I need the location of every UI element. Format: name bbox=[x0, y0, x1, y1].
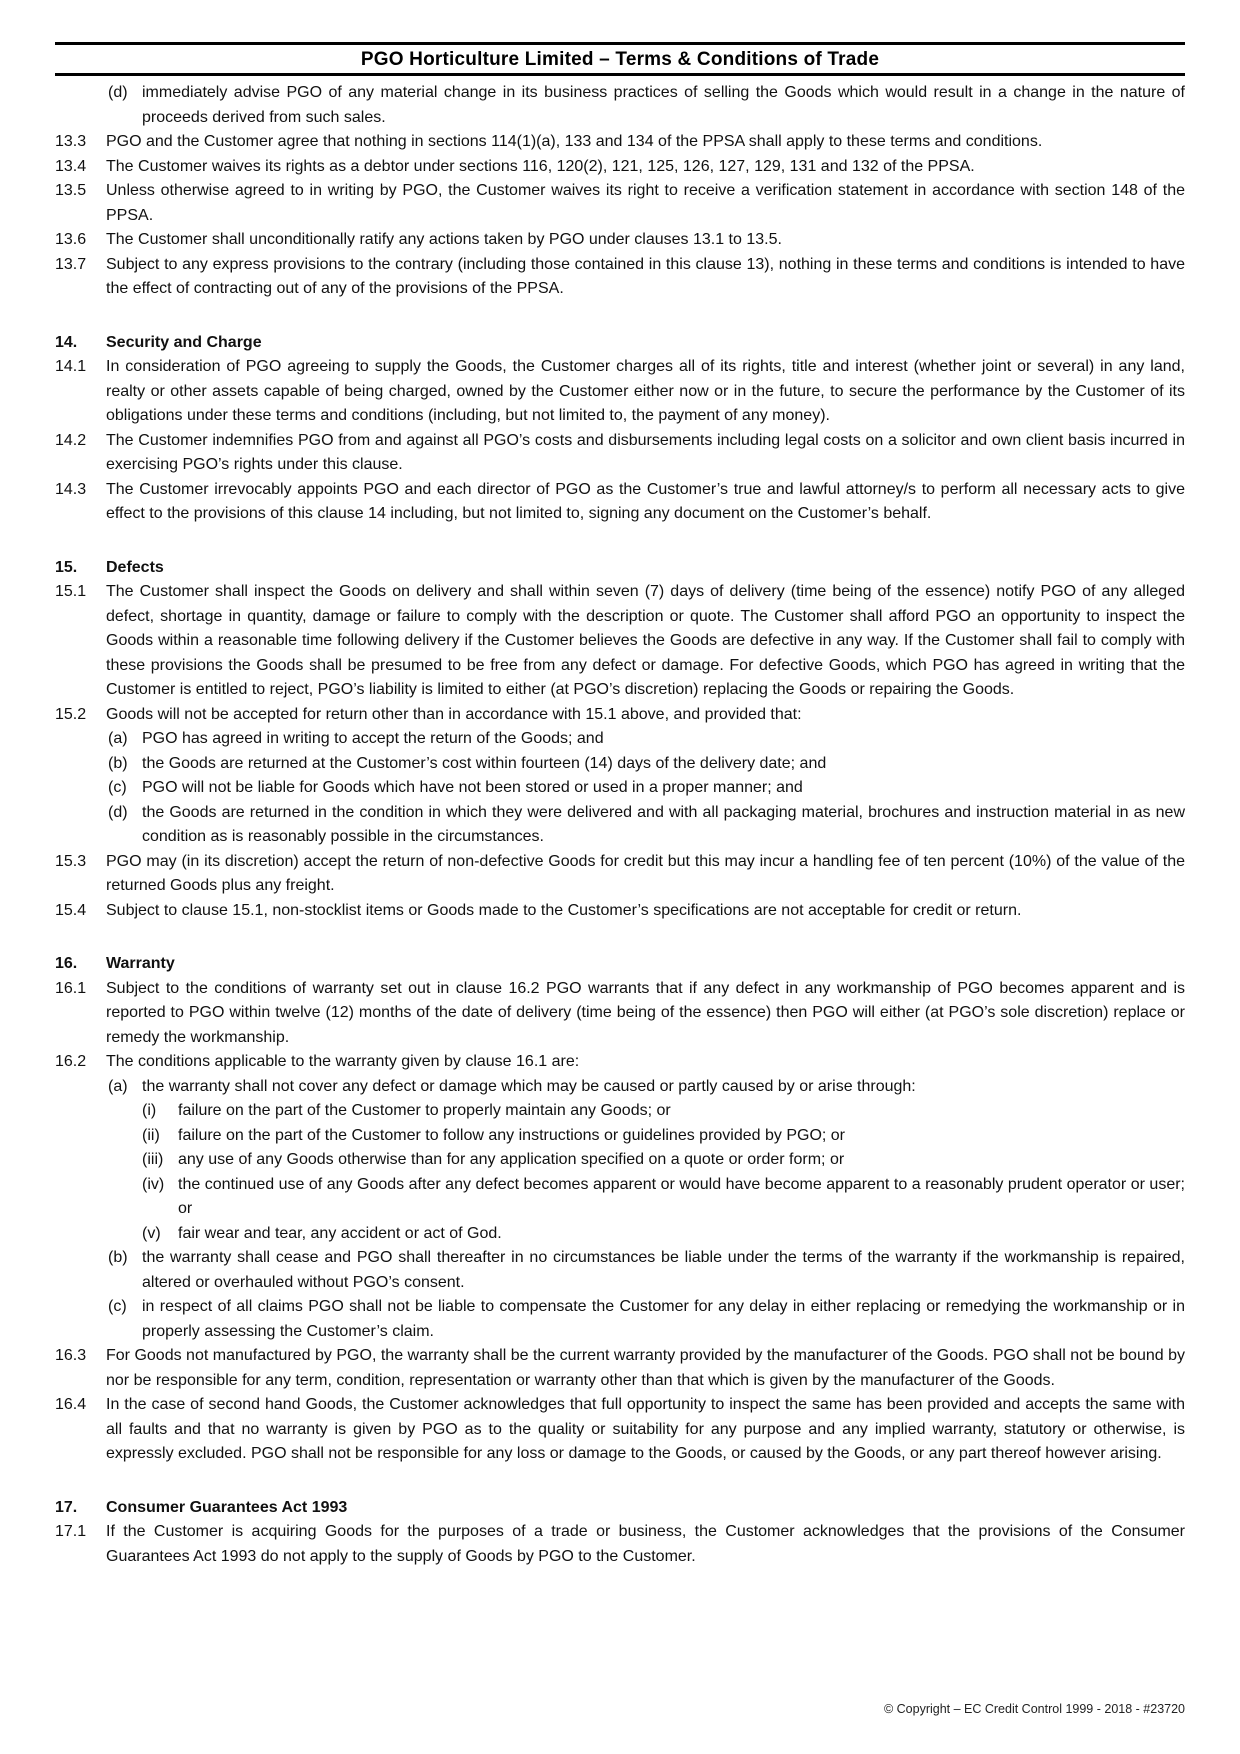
block-16.4-31 bbox=[55, 1393, 1185, 1467]
block-(iii)-25 bbox=[142, 1148, 1185, 1173]
item-marker: (d) bbox=[108, 803, 128, 821]
section-title: Warranty bbox=[106, 955, 175, 972]
section-heading-14 bbox=[55, 331, 1185, 356]
block-15.3-17 bbox=[55, 850, 1185, 899]
block-14.1-7 bbox=[55, 355, 1185, 429]
block-15.4-18 bbox=[55, 899, 1185, 924]
item-marker: (b) bbox=[108, 1249, 128, 1266]
item-marker: 13.7 bbox=[55, 255, 87, 273]
block-15.1-11 bbox=[55, 580, 1185, 703]
item-text: PGO has agreed in writing to accept the return of the Goods; and bbox=[142, 730, 604, 747]
item-marker: 17.1 bbox=[55, 1523, 87, 1540]
item-marker: (c) bbox=[108, 1298, 127, 1315]
block-16.3-30 bbox=[55, 1344, 1185, 1393]
block-(b)-14 bbox=[108, 752, 1185, 777]
section-heading-16 bbox=[55, 952, 1185, 977]
block-14.3-9 bbox=[55, 478, 1185, 527]
section-heading-17 bbox=[55, 1496, 1185, 1521]
document-body bbox=[55, 81, 1185, 1569]
block-13.3-1 bbox=[55, 130, 1185, 155]
item-text: PGO may (in its discretion) accept the return of non-defective Goods for credit but this may incur a handling fee of ten percent (10%) of the value of the returned Goods plus any freight. bbox=[106, 852, 1185, 894]
item-marker: (v) bbox=[142, 1224, 161, 1242]
section-number: 14. bbox=[55, 333, 78, 351]
item-text: in respect of all claims PGO shall not be liable to compensate the Customer for any delay in either replacing or remedying the workmanship or in properly assessing the Customer’s claim. bbox=[142, 1298, 1185, 1340]
block-(d)-0 bbox=[108, 81, 1185, 130]
item-marker: (c) bbox=[108, 779, 127, 796]
item-text: For Goods not manufactured by PGO, the warranty shall be the current warranty provided by the manufacturer of the Goods. PGO shall not be bound by nor be responsible for any term, condition, representation or warranty other than that which is given by the manufacturer of the Goods. bbox=[106, 1347, 1185, 1389]
section-heading-15 bbox=[55, 556, 1185, 581]
item-text: The Customer shall unconditionally ratify any actions taken by PGO under clauses 13.1 to 13.5. bbox=[106, 231, 782, 248]
section-number: 16. bbox=[55, 955, 78, 972]
block-(b)-28 bbox=[108, 1246, 1185, 1295]
block-(v)-27 bbox=[142, 1222, 1185, 1247]
item-marker: 14.1 bbox=[55, 358, 87, 375]
item-text: In the case of second hand Goods, the Customer acknowledges that full opportunity to inspect the same has been provided and accepts the same with all faults and that no warranty is given by PGO as to the quality or suitability for any purpose and any implied warranty, statutory or otherwise, is expressly excluded. PGO shall not be responsible for any loss or damage to the Goods, or caused by the Goods, or any part thereof however arising. bbox=[106, 1396, 1185, 1462]
item-marker: 15.3 bbox=[55, 852, 87, 870]
item-marker: 16.1 bbox=[55, 979, 87, 997]
page-title: PGO Horticulture Limited – Terms & Conditions of Trade bbox=[360, 49, 880, 70]
item-text: failure on the part of the Customer to follow any instructions or guidelines provided by PGO; or bbox=[178, 1126, 846, 1144]
item-marker: 15.4 bbox=[55, 901, 87, 919]
item-marker: (a) bbox=[108, 730, 128, 747]
block-(a)-13 bbox=[108, 727, 1185, 752]
item-text: Unless otherwise agreed to in writing by PGO, the Customer waives its right to receive a verification statement in accordance with section 148 of the PPSA. bbox=[106, 182, 1185, 224]
section-title: Defects bbox=[106, 558, 164, 576]
item-text: the continued use of any Goods after any defect becomes apparent or would have become apparent to a reasonably prudent operator or user; or bbox=[178, 1175, 1185, 1217]
item-marker: 15.1 bbox=[55, 583, 87, 600]
item-marker: 14.3 bbox=[55, 480, 87, 498]
block-13.4-2 bbox=[55, 155, 1185, 180]
item-marker: (iii) bbox=[142, 1151, 164, 1168]
item-text: any use of any Goods otherwise than for any application specified on a quote or order form; or bbox=[178, 1151, 845, 1168]
item-text: fair wear and tear, any accident or act of God. bbox=[178, 1224, 502, 1242]
item-text: Goods will not be accepted for return other than in accordance with 15.1 above, and provided that: bbox=[106, 705, 802, 723]
item-marker: (d) bbox=[108, 84, 128, 101]
block-(c)-29 bbox=[108, 1295, 1185, 1344]
item-text: PGO will not be liable for Goods which have not been stored or used in a proper manner; and bbox=[142, 779, 803, 796]
item-marker: 14.2 bbox=[55, 431, 87, 449]
item-text: Subject to clause 15.1, non-stocklist items or Goods made to the Customer’s specifications are not acceptable for credit or return. bbox=[106, 901, 1022, 919]
section-title: Security and Charge bbox=[106, 333, 262, 351]
item-marker: 16.4 bbox=[55, 1396, 87, 1413]
item-marker: (i) bbox=[142, 1102, 157, 1119]
item-text: The Customer irrevocably appoints PGO and each director of PGO as the Customer’s true and lawful attorney/s to perform all necessary acts to give effect to the provisions of this clause 14 including, but not limited to, signing any document on the Customer’s behalf. bbox=[106, 480, 1185, 522]
item-marker: 15.2 bbox=[55, 705, 87, 723]
item-text: In consideration of PGO agreeing to supply the Goods, the Customer charges all of its rights, title and interest (whether joint or several) in any land, realty or other assets capable of being charged, owned by the Customer either now or in the future, to secure the performance by the Customer of its obligations under these terms and conditions (including, but not limited to, the payment of any money). bbox=[106, 358, 1185, 424]
block-14.2-8 bbox=[55, 429, 1185, 478]
section-title: Consumer Guarantees Act 1993 bbox=[106, 1498, 348, 1516]
item-marker: 13.5 bbox=[55, 182, 87, 199]
block-13.7-5 bbox=[55, 253, 1185, 302]
item-text: the Goods are returned at the Customer’s cost within fourteen (14) days of the delivery date; and bbox=[142, 754, 827, 772]
section-number: 17. bbox=[55, 1498, 78, 1516]
block-(a)-22 bbox=[108, 1075, 1185, 1100]
item-text: The Customer waives its rights as a debtor under sections 116, 120(2), 121, 125, 126, 127, 129, 131 and 132 of the PPSA. bbox=[106, 157, 975, 175]
block-15.2-12 bbox=[55, 703, 1185, 728]
item-text: Subject to any express provisions to the contrary (including those contained in this clause 13), nothing in these terms and conditions is intended to have the effect of contracting out of any of the provisions of the PPSA. bbox=[106, 255, 1185, 297]
block-(iv)-26 bbox=[142, 1173, 1185, 1222]
item-marker: 16.2 bbox=[55, 1053, 87, 1070]
block-(d)-16 bbox=[108, 801, 1185, 850]
block-16.1-20 bbox=[55, 977, 1185, 1051]
block-(c)-15 bbox=[108, 776, 1185, 801]
item-text: the warranty shall cease and PGO shall thereafter in no circumstances be liable under the terms of the warranty if the workmanship is repaired, altered or overhauled without PGO’s consent. bbox=[142, 1249, 1185, 1291]
item-text: Subject to the conditions of warranty set out in clause 16.2 PGO warrants that if any defect in any workmanship of PGO becomes apparent and is reported to PGO within twelve (12) months of the date of delivery (time being of the essence) then PGO will either (at PGO’s sole discretion) replace or remedy the workmanship. bbox=[106, 979, 1185, 1046]
block-13.6-4 bbox=[55, 228, 1185, 253]
item-text: failure on the part of the Customer to properly maintain any Goods; or bbox=[178, 1102, 671, 1119]
copyright-notice: © Copyright – EC Credit Control 1999 - 2018 - #23720 bbox=[883, 1702, 1185, 1716]
item-text: PGO and the Customer agree that nothing in sections 114(1)(a), 133 and 134 of the PPSA shall apply to these terms and conditions. bbox=[106, 133, 1043, 150]
item-text: The Customer indemnifies PGO from and against all PGO’s costs and disbursements including legal costs on a solicitor and own client basis incurred in exercising PGO’s rights under this clause. bbox=[106, 431, 1185, 473]
section-number: 15. bbox=[55, 558, 78, 576]
item-marker: (iv) bbox=[142, 1175, 165, 1193]
header-bottom-rule bbox=[55, 73, 1185, 76]
item-marker: (b) bbox=[108, 754, 128, 772]
item-marker: 16.3 bbox=[55, 1347, 87, 1364]
block-17.1-33 bbox=[55, 1520, 1185, 1569]
item-text: the warranty shall not cover any defect or damage which may be caused or partly caused by or arise through: bbox=[142, 1077, 916, 1095]
item-text: If the Customer is acquiring Goods for the purposes of a trade or business, the Customer acknowledges that the provisions of the Consumer Guarantees Act 1993 do not apply to the supply of Goods by PGO to the Customer. bbox=[106, 1523, 1185, 1565]
item-marker: (ii) bbox=[142, 1126, 160, 1144]
block-(ii)-24 bbox=[142, 1124, 1185, 1149]
block-(i)-23 bbox=[142, 1099, 1185, 1124]
item-marker: (a) bbox=[108, 1077, 128, 1095]
item-marker: 13.3 bbox=[55, 133, 87, 150]
item-text: immediately advise PGO of any material change in its business practices of selling the Goods which would result in a change in the nature of proceeds derived from such sales. bbox=[142, 84, 1185, 126]
item-text: The conditions applicable to the warranty given by clause 16.1 are: bbox=[106, 1053, 580, 1070]
item-marker: 13.6 bbox=[55, 231, 87, 248]
item-text: The Customer shall inspect the Goods on delivery and shall within seven (7) days of delivery (time being of the essence) notify PGO of any alleged defect, shortage in quantity, damage or failure to comply with the description or quote. The Customer shall afford PGO an opportunity to inspect the Goods within a reasonable time following delivery if the Customer believes the Goods are defective in any way. If the Customer shall fail to comply with these provisions the Goods shall be presumed to be free from any defect or damage. For defective Goods, which PGO has agreed in writing that the Customer is entitled to reject, PGO’s liability is limited to either (at PGO’s discretion) replacing the Goods or repairing the Goods. bbox=[106, 583, 1185, 698]
block-13.5-3 bbox=[55, 179, 1185, 228]
block-16.2-21 bbox=[55, 1050, 1185, 1075]
item-marker: 13.4 bbox=[55, 157, 87, 175]
item-text: the Goods are returned in the condition in which they were delivered and with all packaging material, brochures and instruction material in as new condition as is reasonably possible in the circumstances. bbox=[142, 803, 1185, 845]
